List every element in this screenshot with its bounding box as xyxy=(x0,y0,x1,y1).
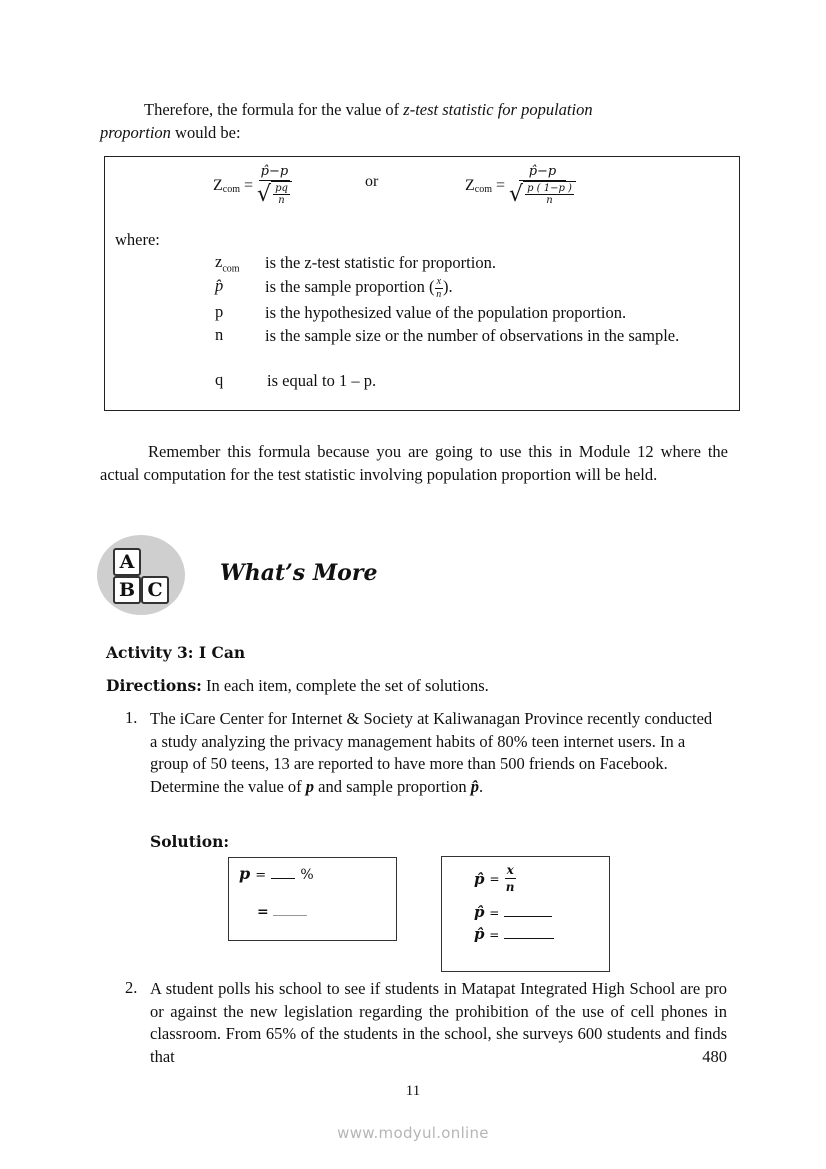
p-symbol: p xyxy=(239,864,251,883)
intro-paragraph xyxy=(100,99,728,144)
watermark: www.modyul.online xyxy=(337,1124,489,1142)
solution-label: Solution: xyxy=(150,832,230,851)
phat-line-3: p̂ = xyxy=(474,925,554,943)
block-c: C xyxy=(141,576,169,604)
formula-1 xyxy=(213,165,292,206)
remember-text: Remember this formula because you are going to use this in Module 12 where the actual computation for the test statistic involving population proportion will be held. xyxy=(100,442,728,484)
p-decimal-line: = xyxy=(257,904,307,920)
item-2-text: A student polls his school to see if students in Matapat Integrated High School are pro or against the new legislation regarding the prohibition of the use of cell phones in classroom. From 65% of the students in the school, she surveys 600 students and finds that 480 xyxy=(150,979,727,1066)
section-title: What’s More xyxy=(220,560,378,586)
phat-formula-line: p̂ = $\frac{x}{n}$ xyxy=(474,863,515,894)
def-text: is the z-test statistic for proportion. xyxy=(265,253,496,272)
p-line xyxy=(239,864,314,883)
p-decimal-blank[interactable] xyxy=(273,915,307,916)
equals-sign: = xyxy=(244,176,254,194)
formula-2 xyxy=(465,165,576,206)
intro-italic-term: z-test statistic for population xyxy=(403,100,593,119)
solution-box-phat xyxy=(441,856,610,972)
block-b: B xyxy=(113,576,141,604)
def-symbol: p xyxy=(215,302,224,321)
phat-symbol: p̂ xyxy=(474,869,485,888)
page-number: 11 xyxy=(405,1083,421,1099)
equals: = xyxy=(255,868,267,883)
intro-italic-term-2: proportion xyxy=(100,122,171,142)
numerator: p̂−p xyxy=(260,164,289,179)
def-symbol: $z_{com}$ xyxy=(215,252,240,275)
remember-paragraph xyxy=(100,441,728,486)
def-text: is the hypothesized value of the population proportion. xyxy=(265,303,627,322)
sqrt-numerator: pq xyxy=(275,183,288,194)
z-com-label: $Z_{com}$ xyxy=(213,176,240,195)
sqrt-numerator-2: p ( 1−p ) xyxy=(527,183,572,194)
sqrt-denominator-2: n xyxy=(546,195,553,206)
formula-box xyxy=(104,156,740,411)
def-text: is the sample size or the number of observations in the sample. xyxy=(265,326,680,345)
item-1-number: 1. xyxy=(125,708,138,727)
numerator-2: p̂−p xyxy=(519,165,567,181)
phat-blank-1[interactable] xyxy=(504,916,552,917)
def-symbol: q xyxy=(215,370,224,389)
where-label: where: xyxy=(115,230,160,249)
def-symbol: n xyxy=(215,325,224,344)
fraction-z2 xyxy=(509,165,576,206)
square-root-2: √ $\frac{p ( 1-p )}{n}$ xyxy=(509,181,576,206)
intro-suffix: would be: xyxy=(170,122,241,142)
phat-line-2: p̂ = xyxy=(474,903,552,921)
or-label: or xyxy=(365,173,379,190)
p-blank[interactable] xyxy=(271,878,295,879)
def-text: is equal to 1 – p. xyxy=(267,371,377,390)
solution-box-p xyxy=(228,857,397,941)
equals-sign-2: = xyxy=(496,176,506,194)
percent-sign: % xyxy=(300,867,314,883)
phat-blank-2[interactable] xyxy=(504,938,554,939)
def-text: is the sample proportion ( $\frac{x}{n}$ ). xyxy=(265,275,453,300)
item-2-number: 2. xyxy=(125,978,138,997)
sqrt-denominator: n xyxy=(278,195,285,206)
activity-title: Activity 3: I Can xyxy=(106,643,246,662)
square-root: √ $\frac{pq}{n}$ xyxy=(257,181,292,206)
intro-prefix: Therefore, the formula for the value of xyxy=(144,100,404,119)
directions-label: Directions: xyxy=(106,676,202,695)
item-1-text: The iCare Center for Internet & Society at Kaliwanagan Province recently conducted a study analyzing the privacy management habits of 80% teen internet users. In a group of 50 teens, 13 are reported to have more than 500 friends on Facebook. Determine the value of p and sample proportion p̂. xyxy=(150,709,713,796)
fraction-z1 xyxy=(257,165,292,206)
z-com-label-2: $Z_{com}$ xyxy=(465,176,492,195)
directions xyxy=(106,676,489,696)
def-symbol: p̂ xyxy=(215,276,224,295)
block-a: A xyxy=(113,548,141,576)
abc-blocks-icon xyxy=(97,535,185,615)
directions-text: In each item, complete the set of solutions. xyxy=(201,676,489,695)
